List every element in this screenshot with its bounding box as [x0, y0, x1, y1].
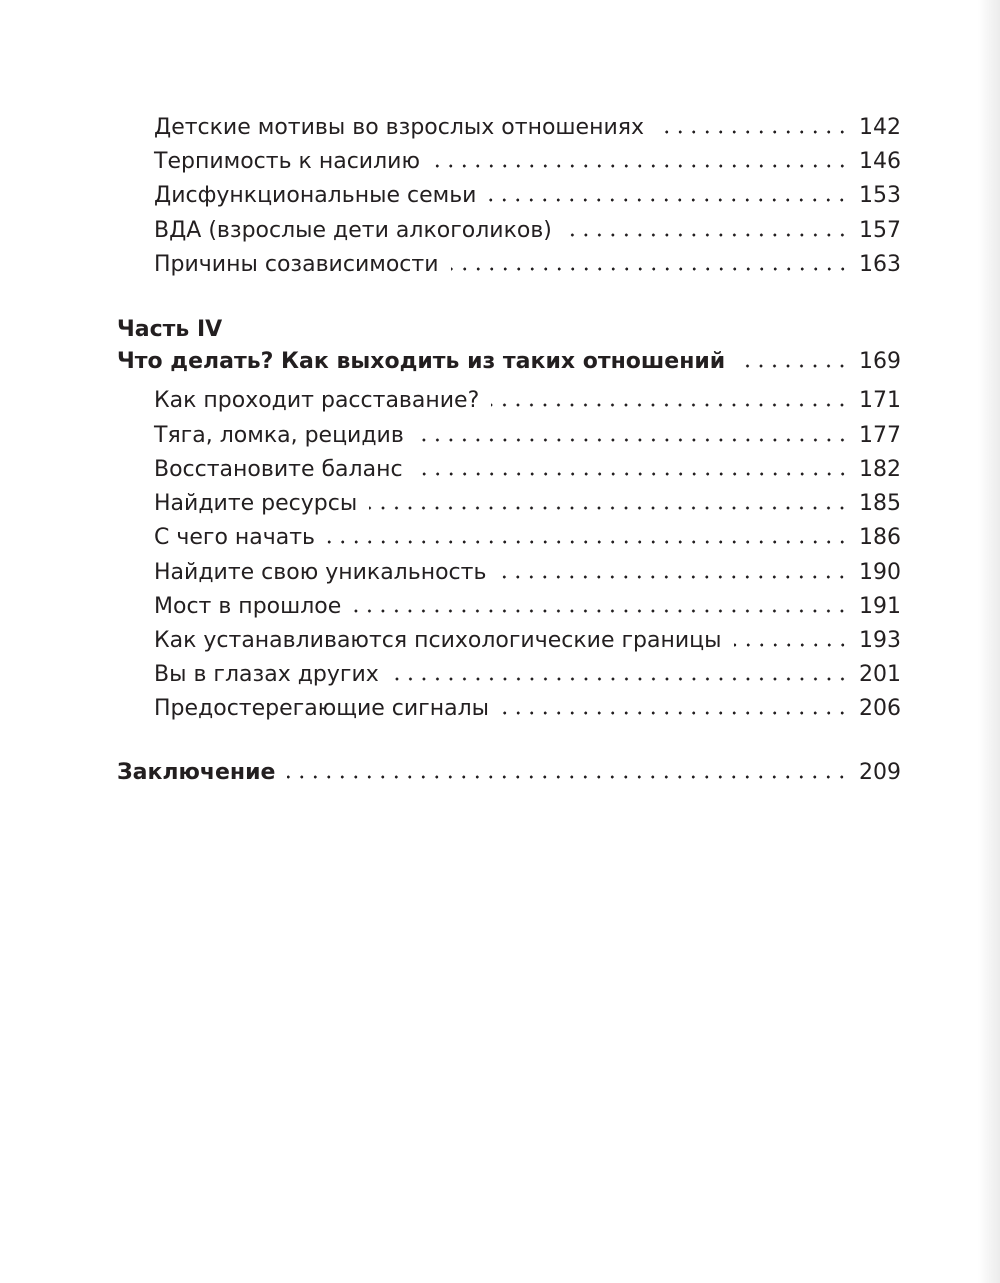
- toc-entry-page: 153: [859, 183, 901, 208]
- toc-entry-title: Терпимость к насилию: [154, 149, 420, 174]
- page-edge-shadow: [978, 0, 1000, 1283]
- toc-heading-title: Что делать? Как выходить из таких отношений: [117, 349, 726, 374]
- toc-entry-page: 146: [859, 149, 901, 174]
- toc-entry: [154, 216, 901, 246]
- toc-entry-title: Тяга, ломка, рецидив: [154, 423, 404, 448]
- toc-dot-leader: [391, 677, 849, 681]
- toc-dot-leader: [353, 609, 849, 613]
- toc-entry: [154, 592, 901, 622]
- toc-entry-page: 186: [859, 525, 901, 550]
- toc-entry-page: 142: [859, 115, 901, 140]
- toc-entry-title: Мост в прошлое: [154, 594, 342, 619]
- toc-entry-title: Найдите ресурсы: [154, 491, 358, 516]
- toc-entry-page: 191: [859, 594, 901, 619]
- toc-entry-page: 177: [859, 423, 901, 448]
- toc-dot-leader: [432, 164, 849, 168]
- toc-heading-page: 169: [859, 349, 901, 374]
- toc-dot-leader: [415, 472, 849, 476]
- toc-entry: [154, 250, 901, 280]
- part-label: Часть IV: [117, 317, 223, 342]
- toc-dot-leader: [416, 438, 849, 442]
- toc-dot-leader: [498, 575, 849, 579]
- toc-entry: [154, 558, 901, 588]
- toc-entry: [154, 386, 901, 416]
- toc-entry-page: 206: [859, 696, 901, 721]
- toc-entry-page: 201: [859, 662, 901, 687]
- toc-entry-title: ВДА (взрослые дети алкоголиков): [154, 218, 552, 243]
- toc-entry-page: 163: [859, 252, 901, 277]
- toc-entry-title: Найдите свою уникальность: [154, 560, 487, 585]
- toc-dot-leader: [501, 711, 849, 715]
- toc-entry-page: 157: [859, 218, 901, 243]
- toc-entry: [154, 147, 901, 177]
- toc-conclusion-title: Заключение: [117, 760, 276, 785]
- toc-entry-title: Вы в глазах других: [154, 662, 379, 687]
- toc-dot-leader: [734, 643, 850, 647]
- toc-entry: [154, 455, 901, 485]
- toc-entry: [154, 489, 901, 519]
- toc-entry-title: Восстановите баланс: [154, 457, 403, 482]
- toc-entry: [154, 181, 901, 211]
- toc-dot-leader: [451, 267, 849, 271]
- toc-entry: [154, 523, 901, 553]
- toc-dot-leader: [737, 364, 849, 368]
- toc-entry-title: Дисфункциональные семьи: [154, 183, 477, 208]
- toc-entry-page: 190: [859, 560, 901, 585]
- toc-entry-page: 182: [859, 457, 901, 482]
- toc-dot-leader: [287, 775, 849, 779]
- toc-entry-title: Детские мотивы во взрослых отношениях: [154, 115, 645, 140]
- toc-dot-leader: [656, 130, 849, 134]
- toc-entry-page: 193: [859, 628, 901, 653]
- toc-conclusion-page: 209: [859, 760, 901, 785]
- toc-entry-title: Как проходит расставание?: [154, 388, 480, 413]
- toc-entry: [154, 626, 901, 656]
- toc-entry-title: С чего начать: [154, 525, 316, 550]
- toc-entry-title: Как устанавливаются психологические границы: [154, 628, 722, 653]
- toc-dot-leader: [369, 506, 849, 510]
- toc-dot-leader: [564, 233, 849, 237]
- toc-entry-page: 171: [859, 388, 901, 413]
- toc-conclusion: [117, 758, 901, 788]
- toc-entry: [154, 421, 901, 451]
- toc-dot-leader: [327, 540, 849, 544]
- toc-entry-title: Причины созависимости: [154, 252, 439, 277]
- toc-dot-leader: [488, 198, 849, 202]
- toc-entry: [154, 113, 901, 143]
- toc-part-heading: [117, 347, 901, 377]
- toc-dot-leader: [491, 403, 849, 407]
- toc-entry: [154, 694, 901, 724]
- toc-entry-page: 185: [859, 491, 901, 516]
- toc-entry: [154, 660, 901, 690]
- toc-entry-title: Предостерегающие сигналы: [154, 696, 490, 721]
